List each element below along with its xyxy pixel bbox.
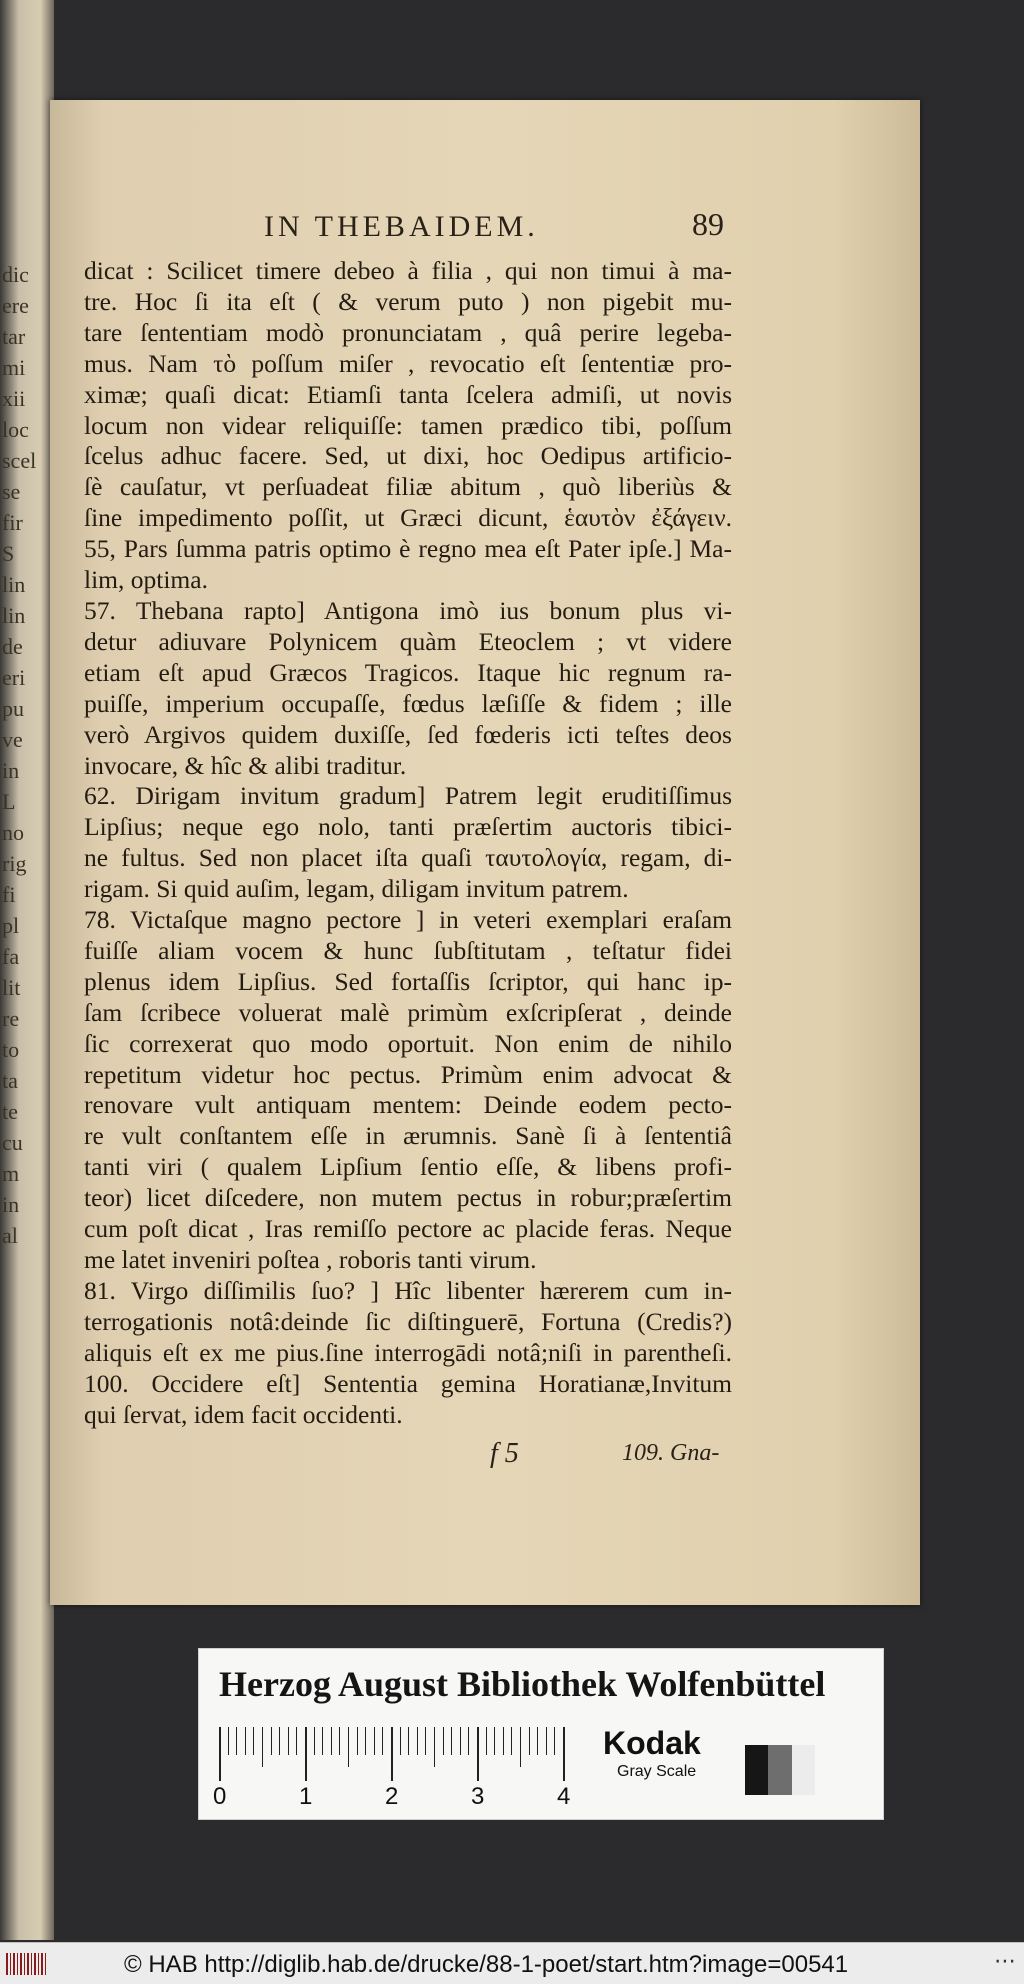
text-line: re vult conſtantem eſſe in ærumnis. Sanè ſi à ſententiâ	[84, 1121, 732, 1151]
scale-tick	[425, 1727, 426, 1755]
scale-label: 2	[385, 1783, 399, 1810]
left-page-fragment: eri	[2, 665, 26, 690]
scale-tick	[365, 1727, 366, 1755]
left-page-fragment: de	[2, 634, 23, 659]
scale-tick	[451, 1727, 452, 1755]
left-page-fragment: loc	[2, 417, 29, 442]
text-line: terrogationis notâ:deinde ſic diſtinguerē, Fortuna (Credis?)	[84, 1306, 732, 1336]
left-page-fragment: ta	[2, 1068, 18, 1093]
text-line: 55, Pars ſumma patris optimo è regno mea eſt Pater ipſe.] Ma-	[84, 534, 732, 564]
left-page-fragment: pl	[2, 913, 20, 938]
left-page-fragment: xii	[2, 386, 26, 411]
scale-tick	[296, 1727, 297, 1755]
left-page-fragment: in	[2, 1192, 20, 1217]
text-line: tanti viri ( qualem Lipſium ſentio eſſe, & libens profi-	[84, 1152, 732, 1182]
scale-label: 1	[299, 1783, 313, 1810]
left-page-fragment: L	[2, 789, 16, 814]
library-name: Herzog August Bibliothek Wolfenbüttel	[219, 1664, 826, 1704]
text-line: tare ſententiam modò pronunciatam , quâ perire legeba-	[84, 317, 732, 347]
left-page-fragment: to	[2, 1037, 20, 1062]
scale-tick	[511, 1727, 512, 1755]
scale-tick	[253, 1727, 254, 1755]
scale-tick	[339, 1727, 340, 1755]
scale-tick	[271, 1727, 272, 1755]
text-line: ſam ſcribece voluerat malè primùm exſcripſerat , deinde	[84, 997, 732, 1027]
scale-label: 4	[557, 1783, 571, 1810]
text-line: dicat : Scilicet timere debeo à filia , qui non timui à ma-	[84, 256, 732, 285]
left-page-fragment: S	[2, 541, 15, 566]
left-page-fragment: se	[2, 479, 21, 504]
left-page-fragment: re	[2, 1006, 20, 1031]
text-line: me latet inveniri poſtea , roboris tanti virum.	[84, 1245, 537, 1274]
text-line: teor) licet diſcedere, non mutem pectus in robur;præſertim	[84, 1183, 732, 1213]
text-line: plenus idem Lipſius. Sed fortaſſis ſcriptor, qui hanc ip-	[84, 966, 732, 996]
gray-scale-swatches	[745, 1745, 815, 1795]
scale-tick	[314, 1727, 315, 1755]
text-line: rigam. Si quid auſim, legam, diligam invitum patrem.	[84, 874, 629, 904]
page-header	[0, 206, 1024, 250]
signature-mark: f 5	[490, 1438, 519, 1469]
text-line: ximæ; quaſi dicat: Etiamſi tanta ſcelera admiſi, ut novis	[84, 379, 732, 409]
scale-tick	[477, 1727, 479, 1781]
gray-scale-label: Gray Scale	[617, 1763, 697, 1780]
scale-tick	[348, 1727, 349, 1767]
scale-tick	[408, 1727, 409, 1755]
scale-tick	[537, 1727, 538, 1755]
text-line: invocare, & hîc & alibi traditur.	[84, 750, 407, 780]
scale-tick	[245, 1727, 246, 1755]
text-line: puiſſe, imperium occupaſſe, fœdus læſiſſe & fidem ; ille	[84, 688, 732, 718]
library-color-card	[198, 1648, 884, 1820]
kodak-brand: Kodak	[603, 1725, 701, 1761]
text-line: ſè cauſatur, vt perſuadeat filiæ abitum , quò liberiùs &	[84, 472, 732, 502]
text-line: tre. Hoc ſi ita eſt ( & verum puto ) non pigebit mu-	[84, 286, 732, 316]
left-page-fragment: mi	[2, 355, 26, 380]
left-page-fragment: tar	[2, 324, 26, 349]
scale-tick	[305, 1727, 307, 1781]
text-line: Lipſius; neque ego nolo, tanti præſertim auctoris tibici-	[84, 812, 732, 842]
left-page-fragment: al	[2, 1223, 18, 1248]
scale-tick	[262, 1727, 263, 1767]
barcode-icon	[6, 1953, 46, 1975]
page-number: 89	[692, 206, 724, 242]
scale-tick	[460, 1727, 461, 1755]
page-footer	[0, 1438, 1024, 1472]
measurement-scale	[213, 1727, 579, 1810]
scale-tick	[443, 1727, 444, 1755]
catchword: 109. Gna-	[622, 1440, 720, 1466]
scale-tick	[391, 1727, 393, 1781]
gray-swatch-light	[792, 1745, 815, 1795]
scale-tick	[279, 1727, 280, 1755]
text-line: fuiſſe aliam vocem & hunc ſubſtitutam , teſtatur fidei	[84, 935, 732, 965]
scale-tick	[546, 1727, 547, 1755]
running-head: IN THEBAIDEM.	[264, 210, 539, 243]
text-line: aliquis eſt ex me pius.ſine interrogādi notâ;niſi in parentheſi.	[84, 1337, 732, 1367]
text-line: mus. Nam τὸ poſſum miſer , revocatio eſt ſententiæ pro-	[84, 348, 732, 378]
left-page-fragment: lin	[2, 572, 26, 597]
scale-label: 0	[213, 1783, 227, 1810]
text-line: lim, optima.	[84, 565, 208, 595]
text-line: locum non videar reliquiſſe: tamen prædico tibi, poſſum	[84, 410, 732, 440]
gray-swatch-dark	[745, 1745, 768, 1795]
left-page-fragment: fir	[2, 510, 23, 535]
scale-tick	[529, 1727, 530, 1755]
scale-tick	[236, 1727, 237, 1755]
text-line: qui ſervat, idem facit occidenti.	[84, 1399, 403, 1429]
scale-tick	[382, 1727, 383, 1755]
left-page-edge	[0, 0, 54, 1940]
scale-tick	[288, 1727, 289, 1755]
scale-tick	[434, 1727, 435, 1767]
scale-tick	[374, 1727, 375, 1755]
more-icon[interactable]: ⋯	[994, 1949, 1016, 1974]
scale-tick	[486, 1727, 487, 1755]
left-page-fragment: m	[2, 1161, 20, 1186]
left-page-fragment: ere	[2, 293, 29, 318]
scale-tick	[322, 1727, 323, 1755]
scale-tick	[400, 1727, 401, 1755]
left-page-fragment: ve	[2, 727, 23, 752]
scale-tick	[357, 1727, 358, 1755]
text-line: ſic correxerat quo modo oportuit. Non enim de nihilo	[84, 1028, 732, 1058]
text-line: ne fultus. Sed non placet iſta quaſi ταυτολογία, regam, di-	[84, 843, 732, 873]
scale-tick	[494, 1727, 495, 1755]
scale-tick	[503, 1727, 504, 1755]
text-line: renovare vult antiquam mentem: Deinde eodem pecto-	[84, 1090, 732, 1120]
left-page-fragment: lin	[2, 603, 26, 628]
text-line: ſine impedimento poſſit, ut Græci dicunt, ἑαυτὸν ἐξάγειν.	[84, 503, 732, 533]
bottom-status-bar	[0, 1942, 1024, 1984]
text-line: 100. Occidere eſt] Sententia gemina Horatianæ,Invitum	[84, 1368, 732, 1398]
scale-tick	[554, 1727, 555, 1755]
text-line: 81. Virgo diſſimilis ſuo? ] Hîc libenter hærerem cum in-	[84, 1275, 732, 1305]
text-line: detur adiuvare Polynicem quàm Eteoclem ; vt videre	[84, 626, 732, 656]
text-line: repetitum videtur hoc pectus. Primùm enim advocat &	[84, 1059, 732, 1089]
left-page-fragment: fa	[2, 944, 20, 969]
text-line: cum poſt dicat , Iras remiſſo pectore ac placide feras. Neque	[84, 1214, 732, 1244]
left-page-fragment: cu	[2, 1130, 23, 1155]
left-page-fragment: rig	[2, 851, 27, 876]
text-line: 62. Dirigam invitum gradum] Patrem legit eruditiſſimus	[84, 781, 732, 811]
text-line: etiam eſt apud Græcos Tragicos. Itaque hic regnum ra-	[84, 657, 732, 687]
scale-tick	[563, 1727, 565, 1781]
left-page-fragment: pu	[2, 696, 24, 721]
left-page-fragment: lit	[2, 975, 21, 1000]
credit-link[interactable]: © HAB http://diglib.hab.de/drucke/88-1-poet/start.htm?image=00541	[124, 1951, 849, 1978]
scale-tick	[417, 1727, 418, 1755]
text-line: 57. Thebana rapto] Antigona imò ius bonum plus vi-	[84, 595, 732, 625]
left-page-fragment: no	[2, 820, 24, 845]
scale-tick	[219, 1727, 221, 1781]
text-line: verò Argivos quidem duxiſſe, ſed fœderis icti teſtes deos	[84, 719, 732, 749]
left-page-fragment: te	[2, 1099, 18, 1124]
left-page-fragment: dic	[2, 262, 29, 287]
left-page-fragment: scel	[2, 448, 37, 473]
scale-tick	[520, 1727, 521, 1767]
text-line: ſcelus adhuc facere. Sed, ut dixi, hoc Oedipus artificio-	[84, 441, 732, 471]
left-page-fragment: in	[2, 758, 20, 783]
left-page-fragment: fi	[2, 882, 16, 907]
text-line: 78. Victaſque magno pectore ] in veteri exemplari eraſam	[84, 905, 732, 935]
scale-label: 3	[471, 1783, 485, 1810]
scale-tick	[468, 1727, 469, 1755]
scale-tick	[331, 1727, 332, 1755]
gray-swatch-mid	[768, 1745, 791, 1795]
scale-tick	[228, 1727, 229, 1755]
body-text	[84, 256, 732, 1430]
